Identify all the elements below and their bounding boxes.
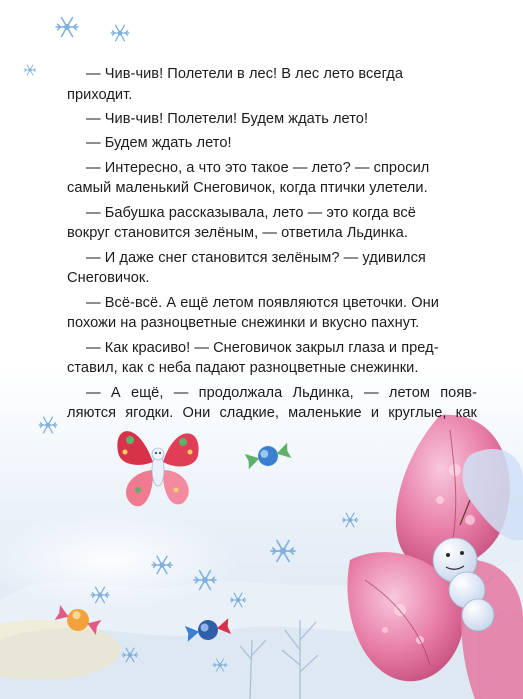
story-paragraph: — И даже снег становится зелёным? — удивился Снеговичок.	[67, 249, 426, 287]
story-paragraph: — Бабушка рассказывала, лето — это когда всё вокруг становится зелёным, — ответила Льдинка.	[67, 204, 416, 242]
story-paragraph: — Будем ждать лето!	[86, 135, 232, 152]
story-text	[67, 64, 477, 428]
small-butterfly	[117, 431, 198, 506]
candy-blue-right	[244, 441, 292, 472]
story-paragraph: — Интересно, а что это такое — лето? — спросил самый маленький Снеговичок, когда птички улетели.	[67, 159, 430, 197]
story-paragraph: — А ещё, — продолжала Льдинка, — летом появ- ляются ягодки. Они сладкие, маленькие и круглые, как	[67, 384, 477, 422]
story-paragraph: — Чив-чив! Полетели в лес! В лес лето всегда приходит.	[67, 66, 404, 103]
story-paragraph: — Чив-чив! Полетели! Будем ждать лето!	[86, 110, 369, 127]
story-paragraph: — Всё-всё. А ещё летом появляются цветочки. Они похожи на разноцветные снежинки и вкусно пахнут.	[67, 294, 439, 332]
big-butterfly	[347, 415, 523, 699]
story-paragraph: — Как красиво! — Снеговичок закрыл глаза и пред- ставил, как с неба падают разноцветные снежинки.	[67, 339, 439, 377]
